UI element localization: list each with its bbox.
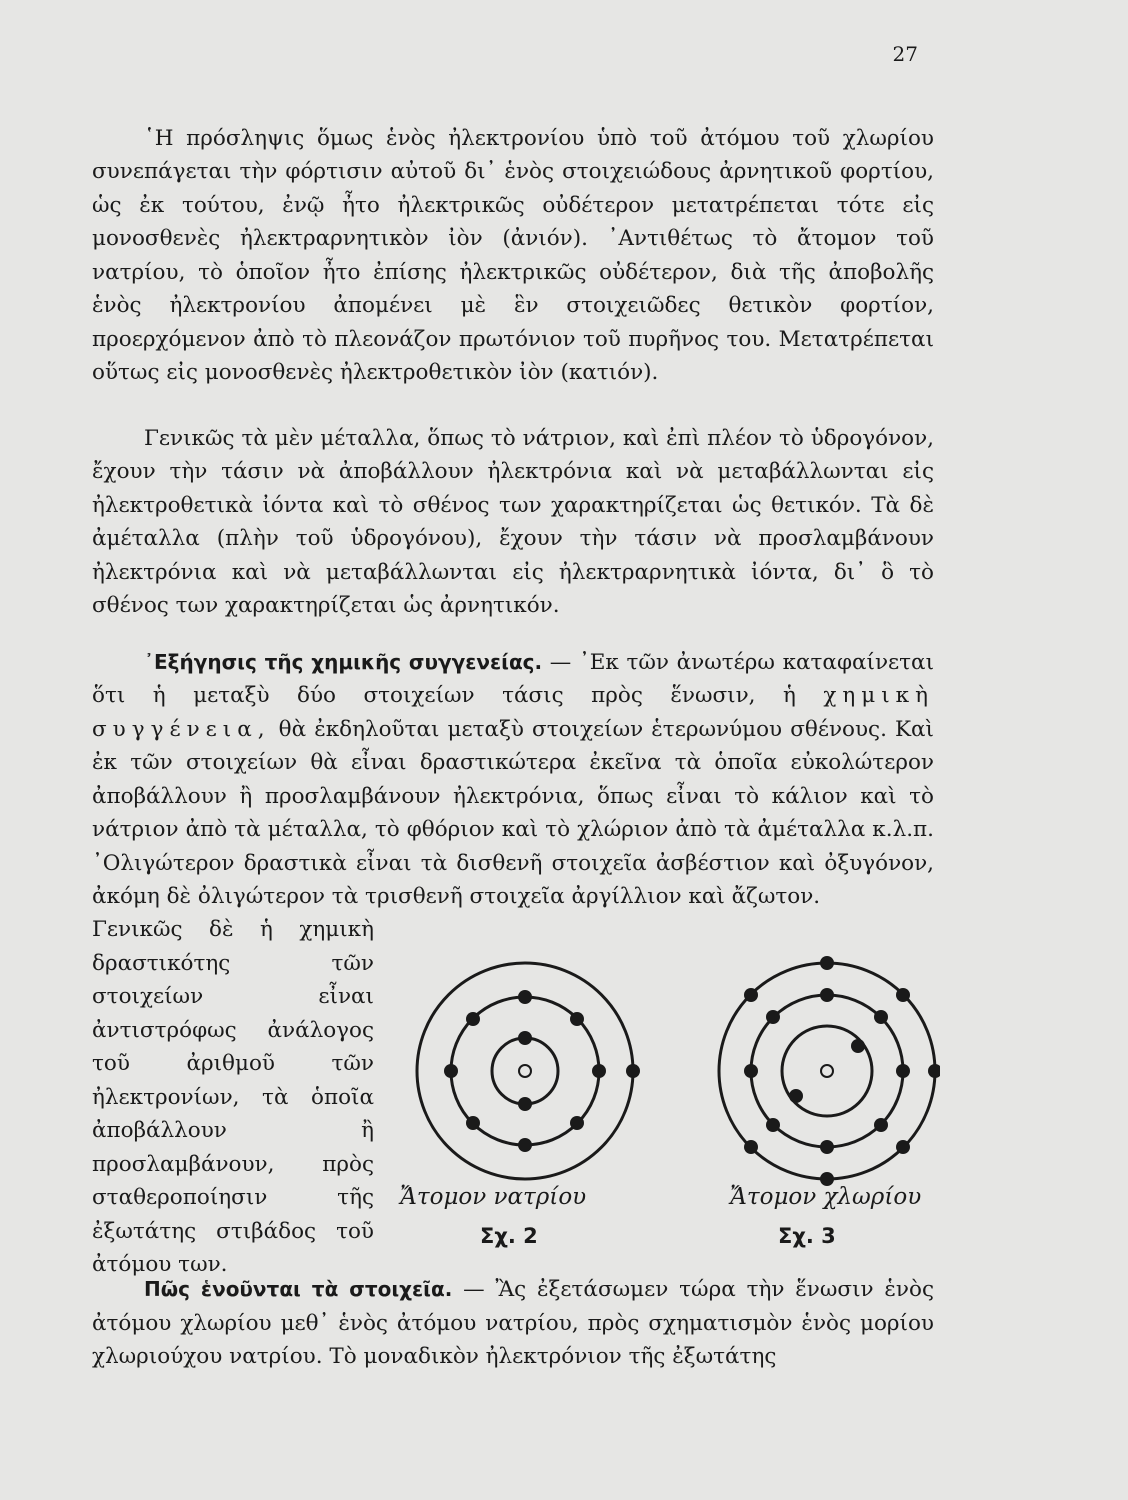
sodium-electron [518,1097,532,1111]
chlorine-electron [789,1089,803,1103]
chlorine-electron [820,1140,834,1154]
atom-diagrams [400,946,940,1266]
sodium-electron [518,990,532,1004]
sodium-electron [592,1064,606,1078]
chlorine-electron [874,1118,888,1132]
section-text-b: θὰ ἐκδηλοῦται μεταξὺ στοιχείων ἑτερωνύμου σθένους. Καὶ ἐκ τῶν στοιχείων θὰ εἶναι δραστικώτερα ἐκεῖνα τὰ ὁποῖα εὐκολώτερον ἀποβάλλουν ἢ προσλαμβάνουν ἠλεκτρόνια, ὅπως εἶναι τὸ κάλιον καὶ τὸ νάτριον ἀπὸ τὰ μέταλλα, τὸ φθόριον καὶ τὸ χλώριον ἀπὸ τὰ ἀμέταλλα κ.λ.π. ᾽Ολιγώτερον δραστικὰ εἶναι τὰ δισθενῆ στοιχεῖα ἀσβέστιον καὶ ὀξυγόνον, ἀκόμη δὲ ὀλιγώτερον τὰ τρισθενῆ στοιχεῖα ἀργίλλιον καὶ ἄζωτον. [92,716,934,909]
figure3-label: Σχ. 3 [778,1224,836,1248]
chlorine-electron [820,988,834,1002]
sodium-electron [570,1116,584,1130]
chlorine-electron [928,1064,940,1078]
section-heading-how-elements-combine: Πῶς ἑνοῦνται τὰ στοιχεῖα. [144,1277,453,1301]
section-text-left-column: Γενικῶς δὲ ἡ χημικὴ δραστικότης τῶν στοιχείων εἶναι ἀντιστρόφως ἀνάλογος τοῦ ἀριθμοῦ τῶν ἠλεκτρονίων, τὰ ὁποῖα ἀποβάλλουν ἢ προσλαμβάνουν, πρὸς σταθεροποίησιν τῆς ἐξωτάτης στιβάδος τοῦ ἀτόμου των. [92,917,374,1277]
chlorine-electron [766,1010,780,1024]
section-how-elements-combine [92,1273,934,1374]
sodium-nucleus [519,1065,531,1077]
chlorine-electron [896,988,910,1002]
chlorine-electron [820,956,834,970]
section-chemical-affinity [92,646,934,936]
sodium-shell-1 [492,1038,558,1104]
sodium-atom-diagram [417,963,640,1179]
paragraph-ion-formation: ῾Η πρόσληψις ὅμως ἑνὸς ἠλεκτρονίου ὑπὸ τοῦ ἀτόμου τοῦ χλωρίου συνεπάγεται τὴν φόρτισιν αὐτοῦ δι᾽ ἑνὸς στοιχειώδους ἀρνητικοῦ φορτίου, ὡς ἐκ τούτου, ἐνῷ ἦτο ἠλεκτρικῶς οὐδέτερον μετατρέπεται τότε εἰς μονοσθενὲς ἠλεκτραρνητικὸν ἰὸν (ἀνιόν). ᾽Αντιθέτως τὸ ἄτομον τοῦ νατρίου, τὸ ὁποῖον ἦτο ἐπίσης ἠλεκτρικῶς οὐδέτερον, διὰ τῆς ἀποβολῆς ἑνὸς ἠλεκτρονίου ἀπομένει μὲ ἓν στοιχειῶδες θετικὸν φορτίον, προερχόμενον ἀπὸ τὸ πλεονάζον πρωτόνιον τοῦ πυρῆνος του. Μετατρέπεται οὕτως εἰς μονοσθενὲς ἠλεκτροθετικὸν ἰὸν (κατιόν). [92,125,934,385]
chlorine-electron [744,1064,758,1078]
figure2-label: Σχ. 2 [480,1224,538,1248]
section-heading-chemical-affinity: ᾽Εξήγησις τῆς χημικῆς συγγενείας. [144,649,543,674]
sodium-electron [466,1012,480,1026]
chlorine-electron [896,1140,910,1154]
page-number: 27 [892,42,918,66]
chlorine-electron [766,1118,780,1132]
chlorine-electron [896,1064,910,1078]
atom-figures [400,946,940,1266]
sodium-valence-electron [626,1064,640,1078]
section2-text: — Ἂς ἐξετάσωμεν τώρα τὴν ἕνωσιν ἑνὸς ἀτόμου χλωρίου μεθ᾽ ἑνὸς ἀτόμου νατρίου, πρὸς σχηματισμὸν ἑνὸς μορίου χλωριούχου νατρίου. Τὸ μοναδικὸν ἠλεκτρόνιον τῆς ἐξωτάτης [92,1277,934,1369]
section-text-a: — ᾽Εκ τῶν ἀνωτέρω καταφαίνεται ὅτι ἡ μεταξὺ δύο στοιχείων τάσις πρὸς ἕνωσιν, ἡ [92,649,934,708]
figure3-caption: Ἄτομον χλωρίου [730,1184,922,1210]
chlorine-electron [851,1039,865,1053]
chlorine-electron [744,1140,758,1154]
sodium-electron [466,1116,480,1130]
sodium-electron [518,1031,532,1045]
paragraph-metals-nonmetals: Γενικῶς τὰ μὲν μέταλλα, ὅπως τὸ νάτριον, καὶ ἐπὶ πλέον τὸ ὑδρογόνον, ἔχουν τὴν τάσιν νὰ ἀποβάλλουν ἠλεκτρόνια καὶ νὰ μεταβάλλωνται εἰς ἠλεκτροθετικὰ ἰόντα καὶ τὸ σθένος των χαρακτηρίζεται ὡς θετικόν. Τὰ δὲ ἀμέταλλα (πλὴν τοῦ ὑδρογόνου), ἔχουν τὴν τάσιν νὰ προσλαμβάνουν ἠλεκτρόνια καὶ νὰ μεταβάλλωνται εἰς ἠλεκτραρνητικὰ ἰόντα, δι᾽ ὃ τὸ σθένος των χαρακτηρίζεται ὡς ἀρνητικόν. [92,425,934,618]
spaced-term-chemical-affinity: χημικὴ συγγένεια, [92,683,934,742]
chlorine-electron [874,1010,888,1024]
sodium-electron [518,1138,532,1152]
chlorine-nucleus [821,1065,833,1077]
chlorine-electron [744,988,758,1002]
figure2-caption: Ἄτομον νατρίου [400,1184,587,1210]
chlorine-atom-diagram [719,956,940,1186]
sodium-electron [444,1064,458,1078]
sodium-electron [570,1012,584,1026]
